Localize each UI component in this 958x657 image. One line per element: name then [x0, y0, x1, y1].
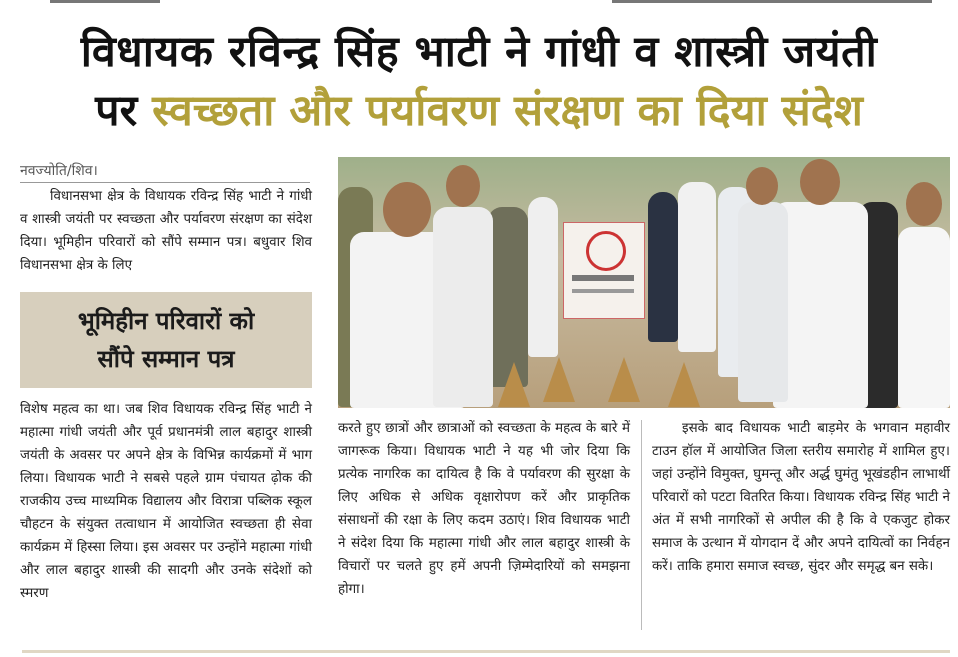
subheading-line-2: सौंपे सम्मान पत्र: [97, 345, 235, 373]
headline: [0, 22, 958, 140]
photo-banner: [563, 222, 645, 319]
broom-icon: [668, 362, 700, 407]
photo-person: [898, 227, 950, 408]
photo-person: [738, 202, 788, 402]
column-divider: [641, 420, 642, 630]
top-rule: [0, 0, 958, 8]
top-rule-left: [50, 0, 160, 3]
article-column-left-bottom: विशेष महत्व का था। जब शिव विधायक रविन्द्र सिंह भाटी ने महात्मा गांधी जयंती और पूर्व प्रधानमंत्री लाल बहादुर शास्त्री जयंती के अवसर पर अपने क्षेत्र के विभिन्न कार्यक्रमों में भाग लिया। विधायक भाटी ने सबसे पहले ग्राम पंचायत ढ़ोक की राजकीय उच्च माध्यमिक विद्यालय और विरात्रा पब्लिक स्कूल चौहटन के संयुक्त तत्वाधान में आयोजित स्वच्छता ही सेवा कार्यक्रम में हिस्सा लिया। इस अवसर पर उन्होंने महात्मा गांधी और लाल बहादुर शास्त्री की सादगी और उनके संदेशों को स्मरण: [20, 402, 312, 601]
headline-line-2: [0, 82, 958, 140]
photo-face: [906, 182, 942, 226]
byline: नवज्योति/शिव।: [20, 161, 310, 183]
article-column-left-top: विधानसभा क्षेत्र के विधायक रविन्द्र सिंह भाटी ने गांधी व शास्त्री जयंती पर स्वच्छता और पर्यावरण संरक्षण का संदेश दिया। भूमिहीन परिवारों को सौंपे सम्मान पत्र। बधुवार शिव विधानसभा क्षेत्र के लिए: [20, 189, 312, 273]
article-column-right: इसके बाद विधायक भाटी बाड़मेर के भगवान महावीर टाउन हॉल में आयोजित जिला स्तरीय समारोह में शामिल हुए। जहां उन्होंने विमुक्त, घुमन्तू और अर्द्ध घुमंतु भूखंडहीन लाभार्थी परिवारों को पटटा वितरित किया। विधायक रविन्द्र सिंह भाटी ने अंत में सभी नागरिकों से अपील की है कि वे एकजुट होकर समाज के उत्थान में योगदान दें और अपने दायित्वों का निर्वहन करें। ताकि हमारा समाज स्वच्छ, सुंदर और समृद्ध बन सके।: [652, 421, 950, 574]
photo-person: [648, 192, 678, 342]
banner-logo-icon: [586, 231, 626, 271]
broom-icon: [608, 357, 640, 402]
banner-text-bar: [572, 289, 634, 293]
photo-face: [446, 165, 480, 207]
headline-line-1: विधायक रविन्द्र सिंह भाटी ने गांधी व शास्त्री जयंती: [80, 27, 878, 77]
news-photo: [338, 157, 950, 408]
photo-person: [678, 182, 716, 352]
photo-face: [746, 167, 778, 205]
photo-person: [528, 197, 558, 357]
bottom-rule: [22, 650, 950, 653]
photo-person: [488, 207, 528, 387]
banner-text-bar: [572, 275, 634, 281]
photo-person: [433, 207, 493, 407]
headline-line-2-dark: पर: [95, 86, 138, 136]
subheading-line-1: भूमिहीन परिवारों को: [77, 307, 255, 335]
headline-line-2-gold: स्वच्छता और पर्यावरण संरक्षण का दिया संदेश: [152, 86, 863, 136]
top-rule-right: [612, 0, 932, 3]
article-column-middle: करते हुए छात्रों और छात्राओं को स्वच्छता के महत्व के बारे में जागरूक किया। विधायक भाटी ने यह भी जोर दिया कि प्रत्येक नागरिक का दायित्व है कि वे पर्यावरण की सुरक्षा के लिए अधिक से अधिक वृक्षारोपण करें और प्राकृतिक संसाधनों की रक्षा के लिए कदम उठाएं। शिव विधायक भाटी ने संदेश दिया कि महात्मा गांधी और लाल बहादुर शास्त्री के विचारों पर चलते हुए हमें अपनी ज़िम्मेदारियों को समझना होगा।: [338, 421, 630, 597]
broom-icon: [543, 357, 575, 402]
broom-icon: [498, 362, 530, 407]
photo-face: [383, 182, 431, 237]
subheading-box: [20, 292, 312, 388]
photo-face: [800, 159, 840, 205]
